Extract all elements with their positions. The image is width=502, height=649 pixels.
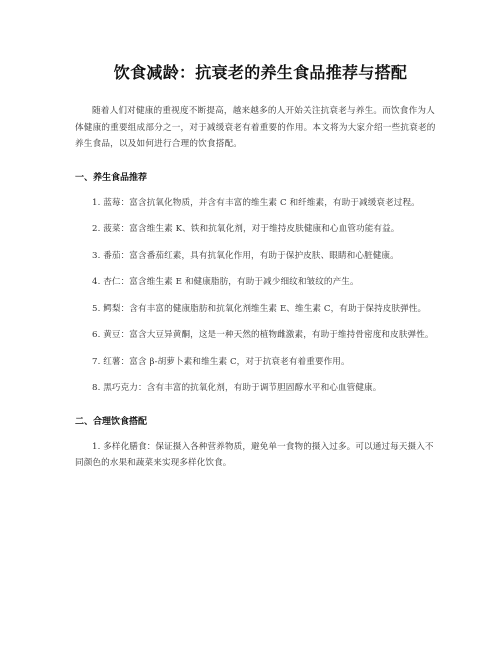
intro-paragraph: 随着人们对健康的重视度不断提高，越来越多的人开始关注抗衰老与养生。而饮食作为人体健康的重要组成部分之一，对于减缓衰老有着重要的作用。本文将为大家介绍一些抗衰老的养生食品，以及如何进行合理的饮食搭配。 bbox=[75, 106, 436, 149]
section-diet-combination bbox=[75, 415, 438, 472]
diet-list bbox=[75, 439, 438, 472]
section-heading: 二、合理饮食搭配 bbox=[75, 416, 148, 427]
document-title: 饮食减龄：抗衰老的养生食品推荐与搭配 bbox=[113, 63, 408, 82]
list-item: 7. 红薯：富含 β-胡萝卜素和维生素 C，对于抗衰老有着重要作用。 bbox=[92, 356, 350, 367]
section-heading: 一、养生食品推荐 bbox=[75, 172, 148, 183]
list-item: 6. 黄豆：富含大豆异黄酮，这是一种天然的植物雌激素，有助于维持骨密度和皮肤弹性。 bbox=[92, 330, 434, 340]
section-food-recommendations bbox=[75, 171, 438, 397]
list-item: 3. 番茄：富含番茄红素，具有抗氧化作用，有助于保护皮肤、眼睛和心脏健康。 bbox=[92, 250, 399, 261]
list-item: 1. 多样化膳食：保证摄入各种营养物质，避免单一食物的摄入过多。可以通过每天摄入不同颜色的水果和蔬菜来实现多样化饮食。 bbox=[75, 441, 434, 468]
list-item: 4. 杏仁：富含维生素 E 和健康脂肪，有助于减少细纹和皱纹的产生。 bbox=[92, 277, 359, 287]
list-item: 8. 黑巧克力：含有丰富的抗氧化剂，有助于调节胆固醇水平和心血管健康。 bbox=[92, 383, 382, 393]
food-list bbox=[75, 195, 438, 397]
list-item: 1. 蓝莓：富含抗氧化物质，并含有丰富的维生素 C 和纤维素，有助于减缓衰老过程。 bbox=[92, 197, 420, 208]
list-item: 2. 菠菜：富含维生素 K、铁和抗氧化剂，对于维持皮肤健康和心血管功能有益。 bbox=[92, 224, 400, 234]
list-item: 5. 鳄梨：含有丰富的健康脂肪和抗氧化剂维生素 E、维生素 C，有助于保持皮肤弹性。 bbox=[92, 303, 427, 314]
